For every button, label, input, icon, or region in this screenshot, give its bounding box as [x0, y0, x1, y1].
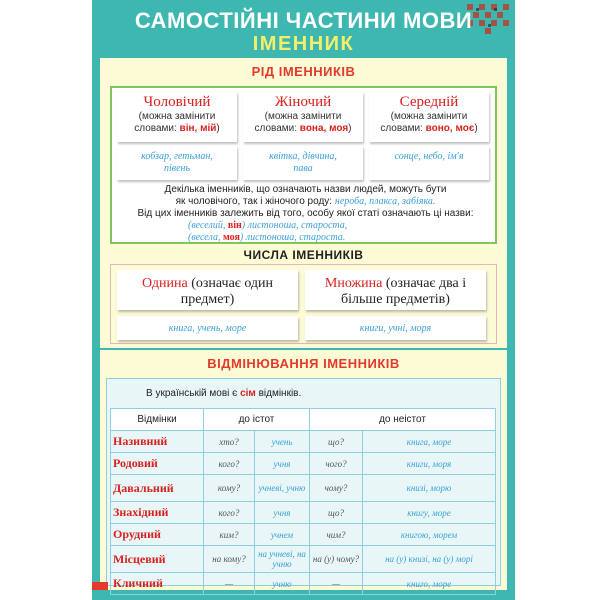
gender-number-panel — [100, 58, 507, 348]
question-inanimate: чим? — [310, 524, 363, 546]
case-name: Давальний — [111, 475, 204, 502]
poster — [92, 0, 515, 600]
table-row — [111, 431, 496, 453]
case-name: Родовий — [111, 453, 204, 475]
singular-card: Однина (означає один предмет) — [117, 270, 298, 310]
cases-heading: ВІДМІНЮВАННЯ ІМЕННИКІВ — [207, 356, 400, 371]
question-inanimate: що? — [310, 431, 363, 453]
gender-examples: кобзар, гетьман, півень — [141, 151, 213, 174]
case-name: Орудний — [111, 524, 204, 546]
gender-hint: (можна замінити словами: вона, моя) — [254, 111, 352, 134]
table-row — [111, 502, 496, 524]
example-animate: учнем — [255, 524, 310, 546]
question-inanimate: — — [310, 573, 363, 595]
question-animate: хто? — [204, 431, 255, 453]
number-heading: ЧИСЛА ІМЕННИКІВ — [243, 248, 364, 262]
plural-card: Множина (означає два і більше предметів) — [305, 270, 486, 310]
header-inanimate: до неістот — [310, 409, 496, 431]
gender-name: Чоловічий — [143, 94, 211, 110]
example-inanimate: книгою, морем — [363, 524, 496, 546]
question-animate: кого? — [204, 453, 255, 475]
question-animate: кому? — [204, 475, 255, 502]
gender-name: Середній — [399, 94, 459, 110]
example-animate: на учневі, на учню — [255, 546, 310, 573]
example-animate: учня — [255, 453, 310, 475]
gender-examples: сонце, небо, ім'я — [394, 151, 464, 162]
gender-hint: (можна замінити словами: він, мій) — [134, 111, 220, 134]
question-inanimate: чому? — [310, 475, 363, 502]
question-inanimate: що? — [310, 502, 363, 524]
example-animate: учня — [255, 502, 310, 524]
table-row — [111, 524, 496, 546]
gender-name: Жіночий — [274, 94, 332, 110]
case-name: Місцевий — [111, 546, 204, 573]
table-row — [111, 573, 496, 595]
publisher-logo — [92, 582, 108, 590]
cases-intro: В українській мові є сім відмінків. — [146, 388, 302, 399]
cases-panel — [100, 350, 507, 590]
example-animate: учневі, учню — [255, 475, 310, 502]
example-inanimate: книго, море — [363, 573, 496, 595]
gender-examples-card — [117, 146, 237, 180]
example-inanimate: книга, море — [363, 431, 496, 453]
gender-examples-card — [243, 146, 363, 180]
question-animate: на кому? — [204, 546, 255, 573]
page-title: САМОСТІЙНІ ЧАСТИНИ МОВИ — [134, 8, 473, 33]
question-inanimate: чого? — [310, 453, 363, 475]
question-animate: ким? — [204, 524, 255, 546]
gender-examples: квітка, дівчина, пава — [269, 151, 337, 174]
gender-heading: РІД ІМЕННИКІВ — [251, 64, 356, 79]
example-inanimate: книзі, морю — [363, 475, 496, 502]
gender-hint: (можна замінити словами: воно, моє) — [380, 111, 478, 134]
gender-card-feminine — [243, 92, 363, 142]
gender-card-neuter — [369, 92, 489, 142]
table-row — [111, 475, 496, 502]
case-name: Кличний — [111, 573, 204, 595]
header-case: Відмінки — [111, 409, 204, 431]
plural-examples-card: книги, учні, моря — [305, 316, 486, 340]
question-inanimate: на (у) чому? — [310, 546, 363, 573]
table-row — [111, 453, 496, 475]
case-name: Називний — [111, 431, 204, 453]
example-inanimate: книги, моря — [363, 453, 496, 475]
example-animate: учню — [255, 573, 310, 595]
page-subtitle: ІМЕННИК — [252, 33, 355, 55]
example-inanimate: книгу, море — [363, 502, 496, 524]
question-animate: — — [204, 573, 255, 595]
question-animate: кого? — [204, 502, 255, 524]
example-inanimate: на (у) книзі, на (у) морі — [363, 546, 496, 573]
table-row — [111, 546, 496, 573]
gender-examples-card — [369, 146, 489, 180]
case-name: Знахідний — [111, 502, 204, 524]
gender-note: Декілька іменників, що означають назви людей, можуть бути як чоловічого, так і жіночого роду: нероба, плакса, забіяка. Від цих іменників залежить від того, особу якої статі означають ці назви: (веселий, він) листоноша, староста, (весела, моя) листоноша, староста. — [137, 184, 474, 243]
singular-examples-card: книга, учень, море — [117, 316, 298, 340]
gender-card-masculine — [117, 92, 237, 142]
cases-table — [110, 408, 496, 595]
table-header-row — [111, 409, 496, 431]
example-animate: учень — [255, 431, 310, 453]
header-animate: до істот — [204, 409, 310, 431]
